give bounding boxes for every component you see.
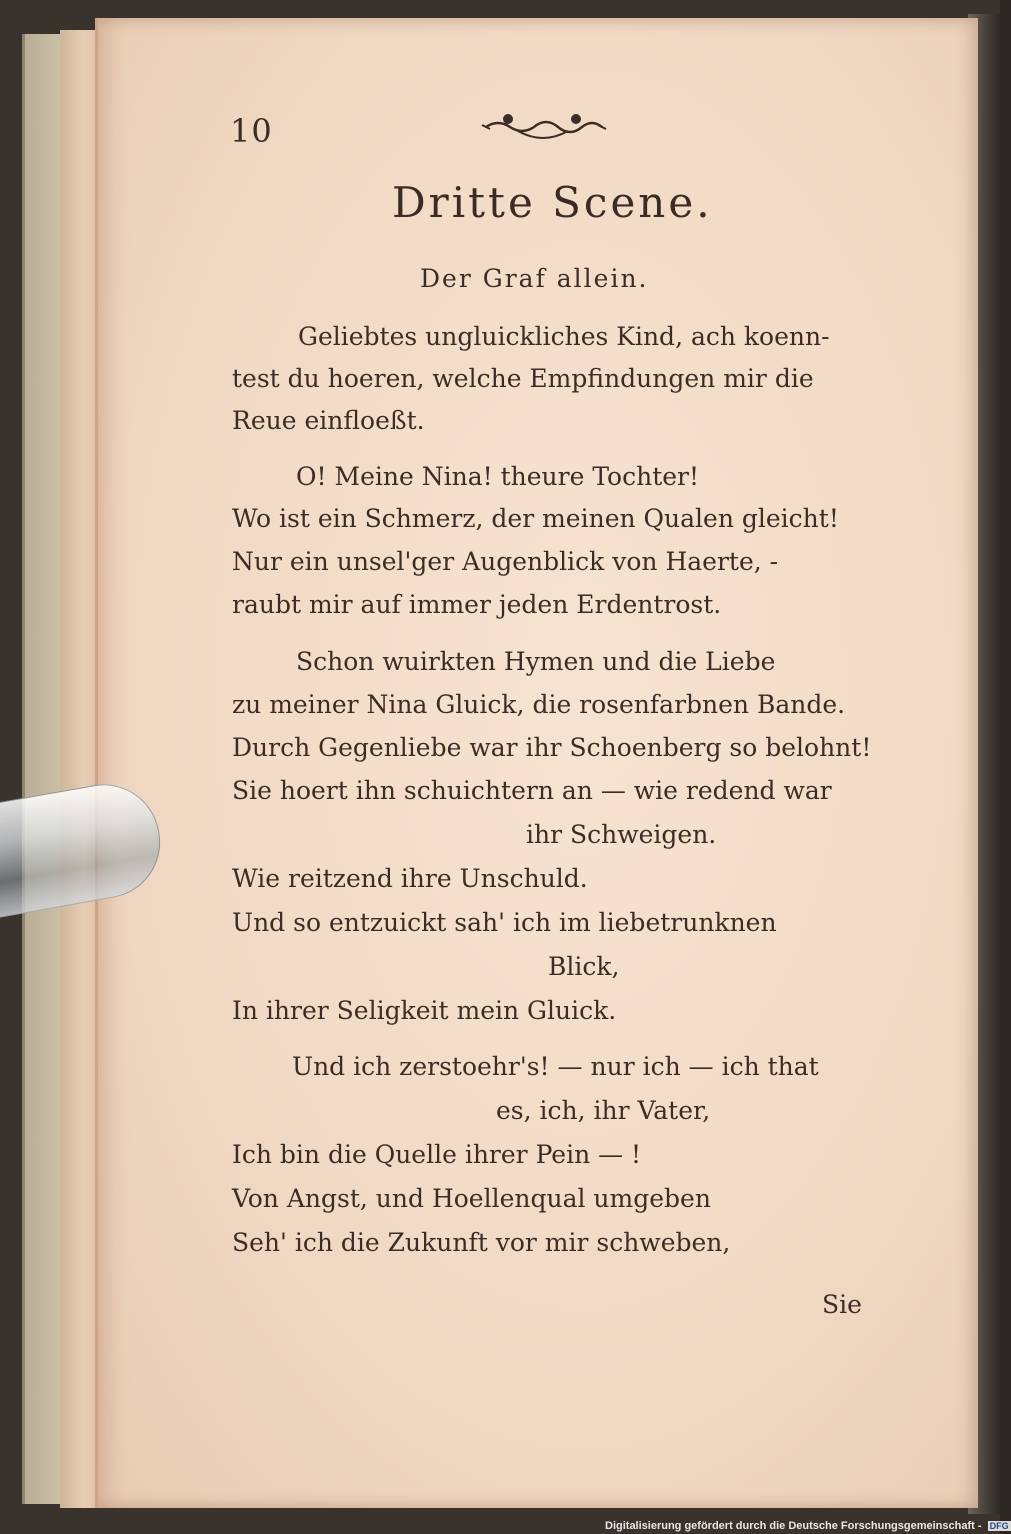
text-line: O! Meine Nina! theure Tochter! bbox=[296, 462, 700, 491]
text-line: Sie hoert ihn schuichtern an — wie redend war bbox=[232, 776, 832, 805]
text-line: test du hoeren, welche Empfindungen mir die bbox=[232, 364, 814, 393]
text-line: raubt mir auf immer jeden Erdentrost. bbox=[232, 590, 722, 619]
text-line: es, ich, ihr Vater, bbox=[496, 1096, 711, 1125]
text-line: Von Angst, und Hoellenqual umgeben bbox=[232, 1184, 711, 1213]
text-line: ihr Schweigen. bbox=[526, 820, 717, 849]
floral-ornament-icon bbox=[478, 105, 608, 149]
text-line: Ich bin die Quelle ihrer Pein — ! bbox=[232, 1140, 642, 1169]
text-line: In ihrer Seligkeit mein Gluick. bbox=[232, 996, 617, 1025]
page-number: 10 bbox=[230, 112, 273, 150]
text-line: Schon wuirkten Hymen und die Liebe bbox=[296, 647, 776, 676]
book-page bbox=[95, 18, 978, 1508]
text-line: Seh' ich die Zukunft vor mir schweben, bbox=[232, 1228, 731, 1257]
digitization-credit bbox=[605, 1520, 1011, 1532]
text-line: Geliebtes ungluickliches Kind, ach koenn- bbox=[298, 322, 830, 351]
text-line: Blick, bbox=[548, 952, 620, 981]
scene-title: Dritte Scene. bbox=[392, 178, 713, 227]
dfg-logo: DFG bbox=[989, 1521, 1009, 1531]
text-line: Und so entzuickt sah' ich im liebetrunknen bbox=[232, 908, 777, 937]
text-line: zu meiner Nina Gluick, die rosenfarbnen Bande. bbox=[232, 690, 846, 719]
text-line: Durch Gegenliebe war ihr Schoenberg so belohnt! bbox=[232, 733, 872, 762]
scene-subtitle: Der Graf allein. bbox=[420, 264, 649, 293]
text-line: Nur ein unsel'ger Augenblick von Haerte, - bbox=[232, 547, 779, 576]
text-line: Wie reitzend ihre Unschuld. bbox=[232, 864, 588, 893]
catchword: Sie bbox=[822, 1290, 862, 1319]
text-line: Wo ist ein Schmerz, der meinen Qualen gleicht! bbox=[232, 504, 839, 533]
text-line: Und ich zerstoehr's! — nur ich — ich that bbox=[292, 1052, 819, 1081]
text-line: Reue einfloeßt. bbox=[232, 406, 425, 435]
credit-text: Digitalisierung gefördert durch die Deutsche Forschungsgemeinschaft - bbox=[605, 1520, 982, 1532]
